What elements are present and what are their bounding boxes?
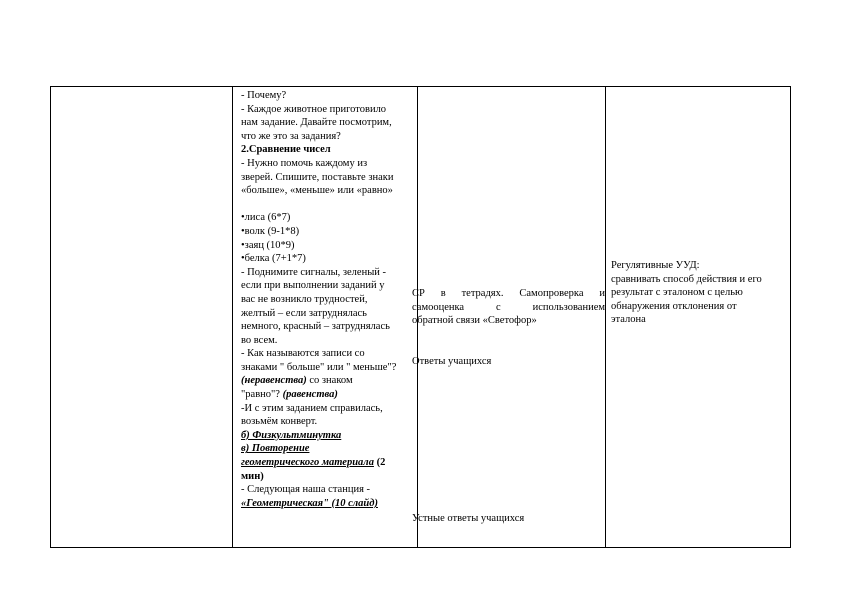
text-line: - Поднимите сигналы, зеленый - — [241, 266, 386, 278]
text-line: во всем. — [241, 334, 278, 346]
text-line: результат с эталоном с целью — [611, 287, 743, 299]
text-line: нам задание. Давайте посмотрим, — [241, 117, 392, 129]
section-heading: геометрического материала — [241, 457, 374, 469]
text-line: - Следующая наша станция - — [241, 484, 371, 496]
student-activity-cell — [412, 287, 605, 525]
text-line: - Каждое животное приготовило — [241, 103, 387, 115]
text-line: самооценка с использованием — [412, 301, 605, 313]
section-heading: 2.Сравнение чисел — [241, 144, 331, 156]
text-line: Ответы учащихся — [412, 355, 492, 367]
teacher-activity-cell — [241, 89, 413, 510]
text-line: - Нужно помочь каждому из — [241, 157, 368, 169]
list-item: •белка (7+1*7) — [241, 253, 306, 265]
answer-term: (неравенства) — [241, 375, 307, 387]
text-line: Устные ответы учащихся — [412, 512, 525, 524]
text-line: эталона — [611, 314, 646, 326]
text-line: знаками " больше" или " меньше"? — [241, 361, 397, 373]
text-fragment: (2 — [373, 457, 386, 469]
text-line: вас не возникло трудностей, — [241, 293, 368, 305]
text-line — [241, 388, 413, 402]
text-line: «больше», «меньше» или «равно» — [241, 185, 393, 197]
text-line: желтый – если затруднялась — [241, 307, 367, 319]
text-line: -И с этим заданием справилась, — [241, 402, 383, 414]
list-item: •лиса (6*7) — [241, 212, 291, 224]
text-line: немного, красный – затруднялась — [241, 321, 390, 333]
text-line — [241, 374, 413, 388]
list-item: •волк (9-1*8) — [241, 225, 300, 237]
text-line: - Почему? — [241, 90, 287, 101]
text-line: СР в тетрадях. Самопроверка и — [412, 288, 605, 299]
text-line: обнаружения отклонения от — [611, 300, 737, 312]
list-item: •заяц (10*9) — [241, 239, 295, 251]
answer-term: (равенства) — [282, 389, 338, 401]
column-divider — [605, 87, 606, 547]
text-line: Регулятивные УУД: — [611, 260, 700, 271]
text-line: обратной связи «Светофор» — [412, 315, 537, 327]
section-heading: б) Физкультминутка — [241, 429, 342, 441]
section-heading: в) Повторение — [241, 443, 310, 455]
text-fragment: со знаком — [306, 375, 353, 387]
text-line: сравнивать способ действия и его — [611, 273, 762, 285]
text-line: что же это за задания? — [241, 130, 341, 142]
uud-cell — [611, 259, 781, 327]
text-line: если при выполнении заданий у — [241, 280, 385, 292]
text-fragment: "равно"? — [241, 389, 283, 401]
column-divider — [232, 87, 233, 547]
text-line: мин) — [241, 470, 264, 482]
text-line: возьмём конверт. — [241, 416, 318, 428]
text-line: зверей. Спишите, поставьте знаки — [241, 171, 394, 183]
text-line: - Как называются записи со — [241, 348, 365, 360]
lesson-table — [50, 86, 791, 548]
station-title: «Геометрическая" (10 слайд) — [241, 497, 378, 509]
text-line — [241, 456, 413, 470]
